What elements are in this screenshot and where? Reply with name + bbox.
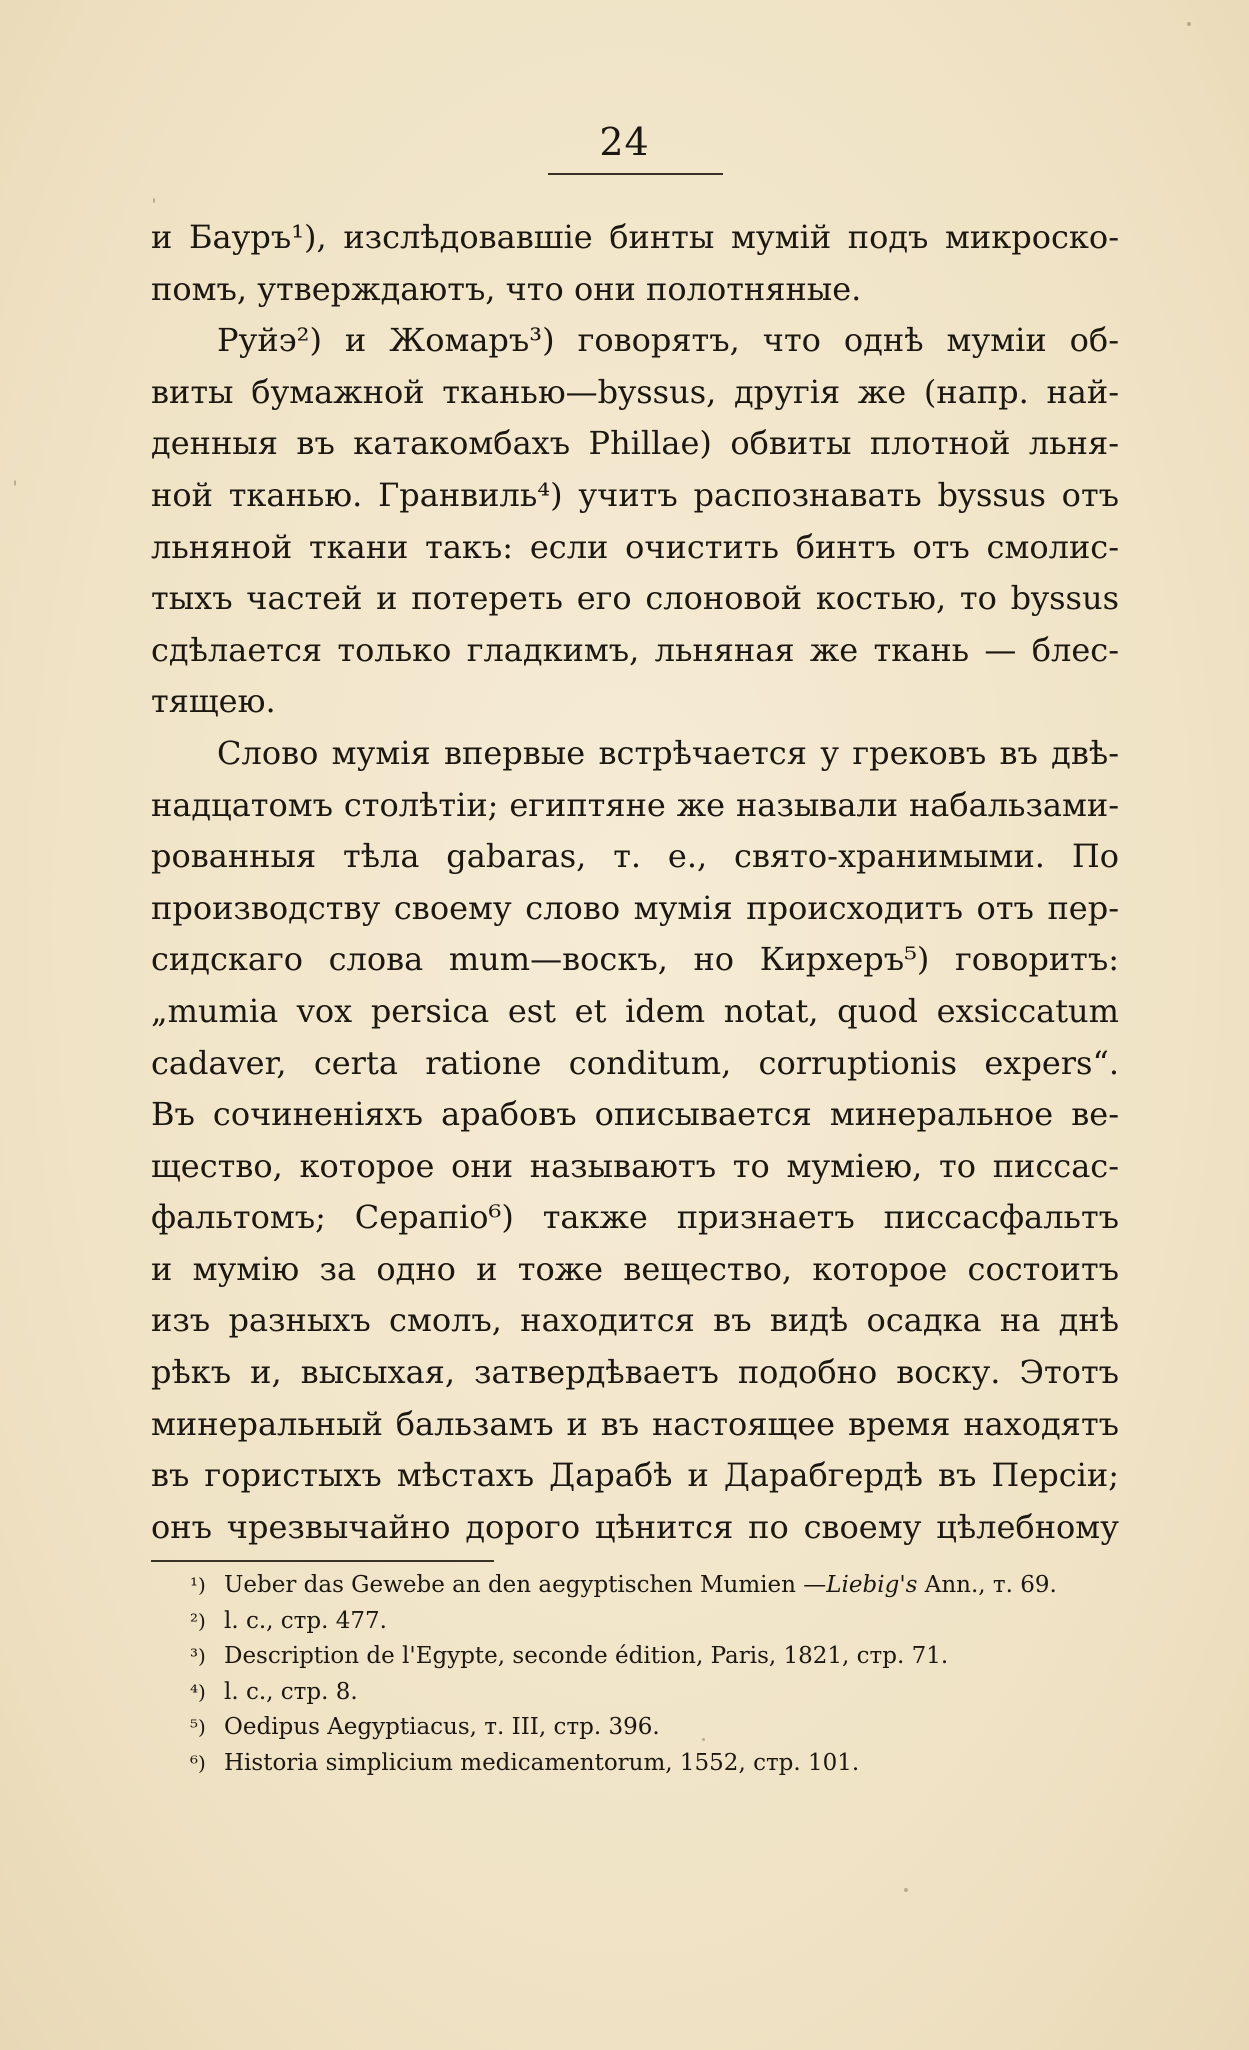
- footnote-text: Description de l'Egypte, seconde édition, Paris, 1821, стр. 71.: [224, 1643, 949, 1669]
- text-line: сдѣлается только гладкимъ, льняная же ткань — блес-: [151, 630, 1119, 669]
- text-line: и мумію за одно и тоже вещество, которое состоитъ: [151, 1249, 1119, 1288]
- text-line: минеральный бальзамъ и въ настоящее время находятъ: [151, 1404, 1119, 1443]
- footnote: [190, 1639, 1090, 1675]
- footnote-mark: ⁵): [190, 1715, 206, 1739]
- paper-speck: [702, 1738, 705, 1741]
- footnote-mark: ²): [190, 1608, 206, 1633]
- footnote-text: l. c., стр. 8.: [224, 1678, 358, 1705]
- text-line: помъ, утверждаютъ, что они полотняные.: [151, 269, 862, 308]
- text-line: производству своему слово мумія происходитъ отъ пер-: [151, 888, 1119, 927]
- text-line: виты бумажной тканью—byssus, другія же (напр. най-: [151, 372, 1119, 411]
- text-line: Руйэ²) и Жомаръ³) говорятъ, что однѣ муміи об-: [217, 321, 1119, 360]
- text-line: Слово мумія впервые встрѣчается у грековъ въ двѣ-: [217, 733, 1119, 772]
- footnote-mark: ¹): [190, 1573, 206, 1597]
- text-line: надцатомъ столѣтіи; египтяне же называли набальзами-: [151, 785, 1119, 824]
- paper-speck: [904, 1888, 908, 1892]
- text-line: тыхъ частей и потереть его слоновой костью, то byssus: [151, 579, 1119, 618]
- text-line: тящею.: [151, 682, 276, 721]
- text-line: изъ разныхъ смолъ, находится въ видѣ осадка на днѣ: [151, 1301, 1119, 1340]
- footnote-text: l. c., стр. 477.: [224, 1607, 387, 1634]
- paper-speck: [153, 198, 155, 203]
- text-line: „mumia vox persica est et idem notat, quod exsiccatum: [151, 991, 1119, 1030]
- footnote: [190, 1746, 1090, 1782]
- header-rule: [548, 173, 723, 175]
- text-line: фальтомъ; Серапіо⁶) также признаетъ писсасфальтъ: [151, 1198, 1119, 1237]
- text-line: въ гористыхъ мѣстахъ Дарабѣ и Дарабгердѣ въ Персіи;: [151, 1456, 1119, 1495]
- text-line: cadaver, certa ratione conditum, corruptionis expers“.: [151, 1043, 1119, 1082]
- paper-speck: [1187, 22, 1191, 26]
- footnote: [190, 1710, 1090, 1746]
- text-line: денныя въ катакомбахъ Phillae) обвиты плотной льня-: [151, 424, 1119, 463]
- text-line: щество, которое они называютъ то муміею, то писсас-: [151, 1146, 1119, 1185]
- footnotes: [190, 1568, 1090, 1781]
- text-line: рѣкъ и, высыхая, затвердѣваетъ подобно воску. Этотъ: [151, 1353, 1119, 1392]
- text-line: ной тканью. Гранвиль⁴) учитъ распознавать byssus отъ: [151, 475, 1119, 514]
- footnote-text-italic: Liebig's: [826, 1572, 918, 1598]
- footnote-text: Oedipus Aegyptiacus, т. III, стр. 396.: [224, 1714, 660, 1740]
- footnote-rule: [151, 1560, 494, 1562]
- text-line: сидскаго слова mum—воскъ, но Кирхеръ⁵) говоритъ:: [151, 940, 1119, 979]
- page-number: 24: [599, 120, 650, 164]
- footnote-text: Ann., т. 69.: [917, 1572, 1057, 1598]
- text-line: онъ чрезвычайно дорого цѣнится по своему цѣлебному: [151, 1507, 1119, 1546]
- footnote: [190, 1675, 1090, 1711]
- text-line: и Бауръ¹), изслѣдовавшіе бинты мумій подъ микроско-: [151, 218, 1119, 256]
- body-text: [151, 212, 1119, 1553]
- text-line: льняной ткани такъ: если очистить бинтъ отъ смолис-: [151, 527, 1119, 566]
- paper-speck: [14, 480, 16, 486]
- footnote-text: Historia simplicium medicamentorum, 1552, стр. 101.: [224, 1749, 860, 1776]
- footnote-text: Ueber das Gewebe an den aegyptischen Mumien —: [224, 1572, 827, 1598]
- footnote: [190, 1568, 1090, 1604]
- text-line: рованныя тѣла gabaras, т. е., свято-хранимыми. По: [151, 837, 1119, 876]
- footnote: [190, 1604, 1090, 1640]
- footnote-mark: ⁴): [190, 1679, 206, 1704]
- footnote-mark: ³): [190, 1644, 206, 1668]
- footnote-mark: ⁶): [190, 1750, 206, 1775]
- text-line: Въ сочиненіяхъ арабовъ описывается минеральное ве-: [151, 1095, 1119, 1134]
